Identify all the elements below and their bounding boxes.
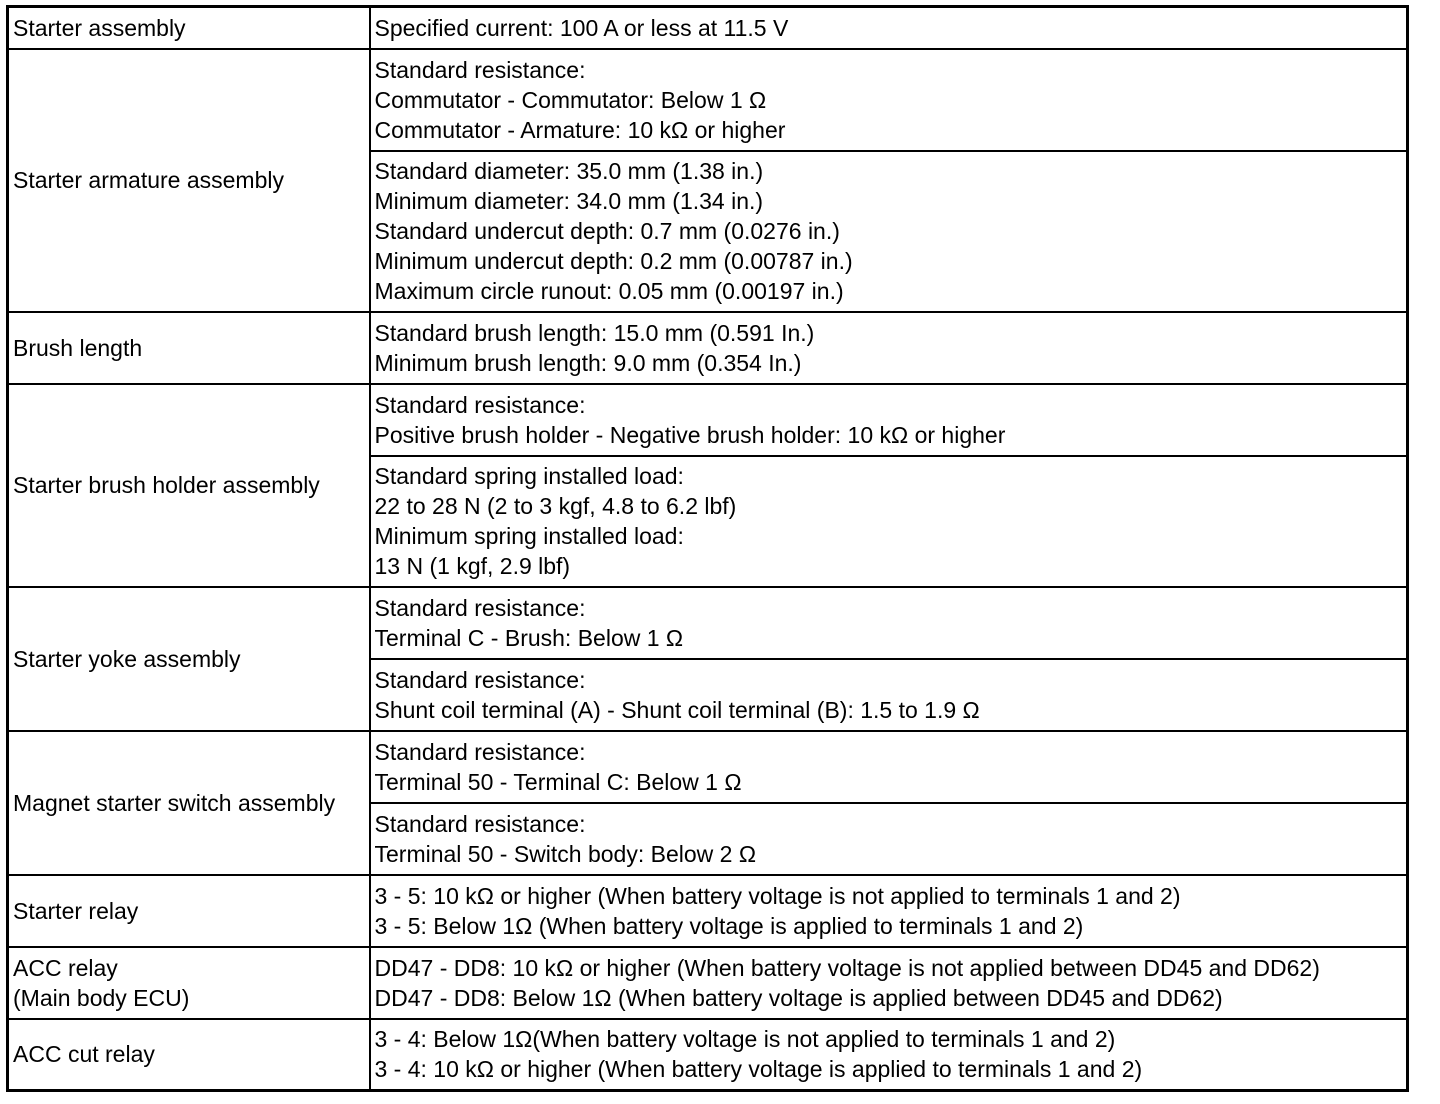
specification-line: 3 - 5: 10 kΩ or higher (When battery voltage is not applied to terminals 1 and 2) xyxy=(374,882,1181,909)
table-row xyxy=(8,1019,1408,1091)
specification-line: Terminal 50 - Switch body: Below 2 Ω xyxy=(374,840,757,867)
specification-cell xyxy=(370,1019,1408,1091)
specification-line: Standard brush length: 15.0 mm (0.591 In.) xyxy=(374,319,815,346)
table-row xyxy=(8,875,1408,947)
component-name-cell xyxy=(8,875,370,947)
specification-cell xyxy=(370,659,1408,731)
table-row xyxy=(8,49,1408,151)
specification-line: Shunt coil terminal (A) - Shunt coil terminal (B): 1.5 to 1.9 Ω xyxy=(374,696,980,723)
specification-cell xyxy=(370,731,1408,803)
specification-cell xyxy=(370,384,1408,456)
specification-line: Specified current: 100 A or less at 11.5 V xyxy=(374,14,789,41)
specification-cell xyxy=(370,312,1408,384)
specification-line: 3 - 4: Below 1Ω(When battery voltage is not applied to terminals 1 and 2) xyxy=(374,1026,1116,1053)
component-name-cell xyxy=(8,312,370,384)
component-name-line: (Main body ECU) xyxy=(13,984,190,1011)
specification-line: Terminal 50 - Terminal C: Below 1 Ω xyxy=(374,768,742,795)
specification-line: Minimum spring installed load: xyxy=(374,523,684,549)
specification-table xyxy=(6,5,1409,1092)
specification-line: Standard resistance: xyxy=(374,738,586,765)
specification-line: Positive brush holder - Negative brush holder: 10 kΩ or higher xyxy=(374,421,1006,448)
specification-line: Standard resistance: xyxy=(374,594,586,621)
specification-cell xyxy=(370,7,1408,49)
specification-line: Standard resistance: xyxy=(374,391,586,418)
specification-cell xyxy=(370,151,1408,312)
specification-line: 3 - 4: 10 kΩ or higher (When battery voltage is applied to terminals 1 and 2) xyxy=(374,1056,1143,1083)
table-row xyxy=(8,7,1408,49)
specification-line: Standard resistance: xyxy=(374,666,586,693)
component-name-cell xyxy=(8,587,370,731)
specification-cell xyxy=(370,456,1408,587)
specification-line: Standard diameter: 35.0 mm (1.38 in.) xyxy=(374,158,764,184)
specification-line: Commutator - Commutator: Below 1 Ω xyxy=(374,86,767,113)
table-row xyxy=(8,384,1408,456)
table-row xyxy=(8,947,1408,1019)
component-name-line: Starter assembly xyxy=(13,14,186,41)
table-row xyxy=(8,312,1408,384)
component-name-line: Starter yoke assembly xyxy=(13,645,241,672)
component-name-line: Starter relay xyxy=(13,897,139,924)
specification-line: Commutator - Armature: 10 kΩ or higher xyxy=(374,116,786,143)
component-name-cell xyxy=(8,1019,370,1091)
component-name-line: Brush length xyxy=(13,334,143,361)
component-name-line: Magnet starter switch assembly xyxy=(13,789,336,816)
component-name-cell xyxy=(8,947,370,1019)
component-name-line: Starter armature assembly xyxy=(13,167,284,193)
table-row xyxy=(8,587,1408,659)
specification-line: Minimum undercut depth: 0.2 mm (0.00787 in.) xyxy=(374,248,853,274)
specification-line: Minimum diameter: 34.0 mm (1.34 in.) xyxy=(374,188,764,214)
specification-line: 13 N (1 kgf, 2.9 lbf) xyxy=(374,553,571,579)
component-name-cell xyxy=(8,7,370,49)
specification-line: Standard undercut depth: 0.7 mm (0.0276 in.) xyxy=(374,218,840,244)
table-row xyxy=(8,731,1408,803)
specification-line: Maximum circle runout: 0.05 mm (0.00197 in.) xyxy=(374,278,844,304)
component-name-cell xyxy=(8,49,370,312)
component-name-line: ACC relay xyxy=(13,954,118,981)
specification-line: DD47 - DD8: Below 1Ω (When battery voltage is applied between DD45 and DD62) xyxy=(374,984,1223,1011)
component-name-line: ACC cut relay xyxy=(13,1041,155,1068)
specification-line: Standard spring installed load: xyxy=(374,463,684,489)
specification-line: Standard resistance: xyxy=(374,810,586,837)
specification-cell xyxy=(370,875,1408,947)
specification-line: DD47 - DD8: 10 kΩ or higher (When battery voltage is not applied between DD45 and DD62) xyxy=(374,954,1320,981)
specification-cell xyxy=(370,587,1408,659)
component-name-cell xyxy=(8,384,370,587)
component-name-cell xyxy=(8,731,370,875)
specification-line: Standard resistance: xyxy=(374,56,586,83)
specification-line: Terminal C - Brush: Below 1 Ω xyxy=(374,624,684,651)
specification-line: 22 to 28 N (2 to 3 kgf, 4.8 to 6.2 lbf) xyxy=(374,493,737,519)
specification-cell xyxy=(370,803,1408,875)
specification-table-body xyxy=(8,7,1408,1091)
specification-line: 3 - 5: Below 1Ω (When battery voltage is applied to terminals 1 and 2) xyxy=(374,912,1084,939)
component-name-line: Starter brush holder assembly xyxy=(13,472,320,498)
specification-cell xyxy=(370,49,1408,151)
specification-cell xyxy=(370,947,1408,1019)
specification-line: Minimum brush length: 9.0 mm (0.354 In.) xyxy=(374,349,802,376)
